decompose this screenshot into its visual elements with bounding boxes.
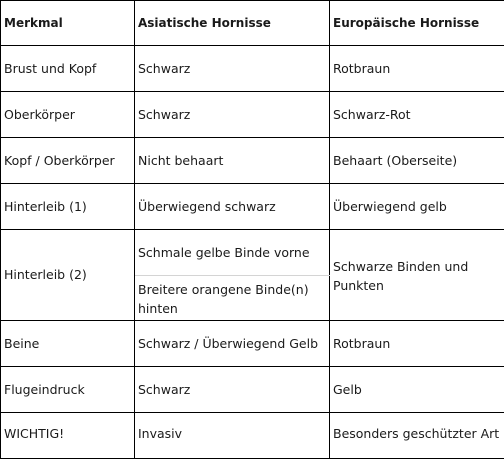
feature-cell: Flugeindruck <box>1 367 135 413</box>
european-cell: Behaart (Oberseite) <box>330 138 504 184</box>
asian-cell-back: Breitere orangene Binde(n) hinten <box>135 276 330 321</box>
european-cell: Rotbraun <box>330 46 504 92</box>
european-cell: Besonders geschützter Art <box>330 413 504 459</box>
table-row <box>1 413 504 459</box>
feature-cell: Brust und Kopf <box>1 46 135 92</box>
feature-cell: Kopf / Oberkörper <box>1 138 135 184</box>
feature-cell: Hinterleib (2) <box>1 230 135 321</box>
table-row <box>1 367 504 413</box>
asian-cell: Schwarz <box>135 92 330 138</box>
header-row <box>1 1 504 46</box>
asian-cell: Schwarz <box>135 46 330 92</box>
asian-cell: Schwarz / Überwiegend Gelb <box>135 321 330 367</box>
feature-cell: WICHTIG! <box>1 413 135 459</box>
header-european-hornet: Europäische Hornisse <box>330 1 504 46</box>
feature-cell: Hinterleib (1) <box>1 184 135 230</box>
table-row <box>1 230 504 276</box>
european-cell: Rotbraun <box>330 321 504 367</box>
asian-cell: Nicht behaart <box>135 138 330 184</box>
feature-cell: Beine <box>1 321 135 367</box>
table-row <box>1 321 504 367</box>
header-asian-hornet: Asiatische Hornisse <box>135 1 330 46</box>
european-cell: Schwarze Binden und Punkten <box>330 230 504 321</box>
european-cell: Schwarz-Rot <box>330 92 504 138</box>
header-feature: Merkmal <box>1 1 135 46</box>
european-cell: Überwiegend gelb <box>330 184 504 230</box>
asian-cell-front: Schmale gelbe Binde vorne <box>135 230 330 276</box>
table-row <box>1 138 504 184</box>
table-row <box>1 46 504 92</box>
asian-cell: Schwarz <box>135 367 330 413</box>
table-row <box>1 92 504 138</box>
feature-cell: Oberkörper <box>1 92 135 138</box>
table-row <box>1 184 504 230</box>
european-cell: Gelb <box>330 367 504 413</box>
asian-cell: Überwiegend schwarz <box>135 184 330 230</box>
asian-cell: Invasiv <box>135 413 330 459</box>
